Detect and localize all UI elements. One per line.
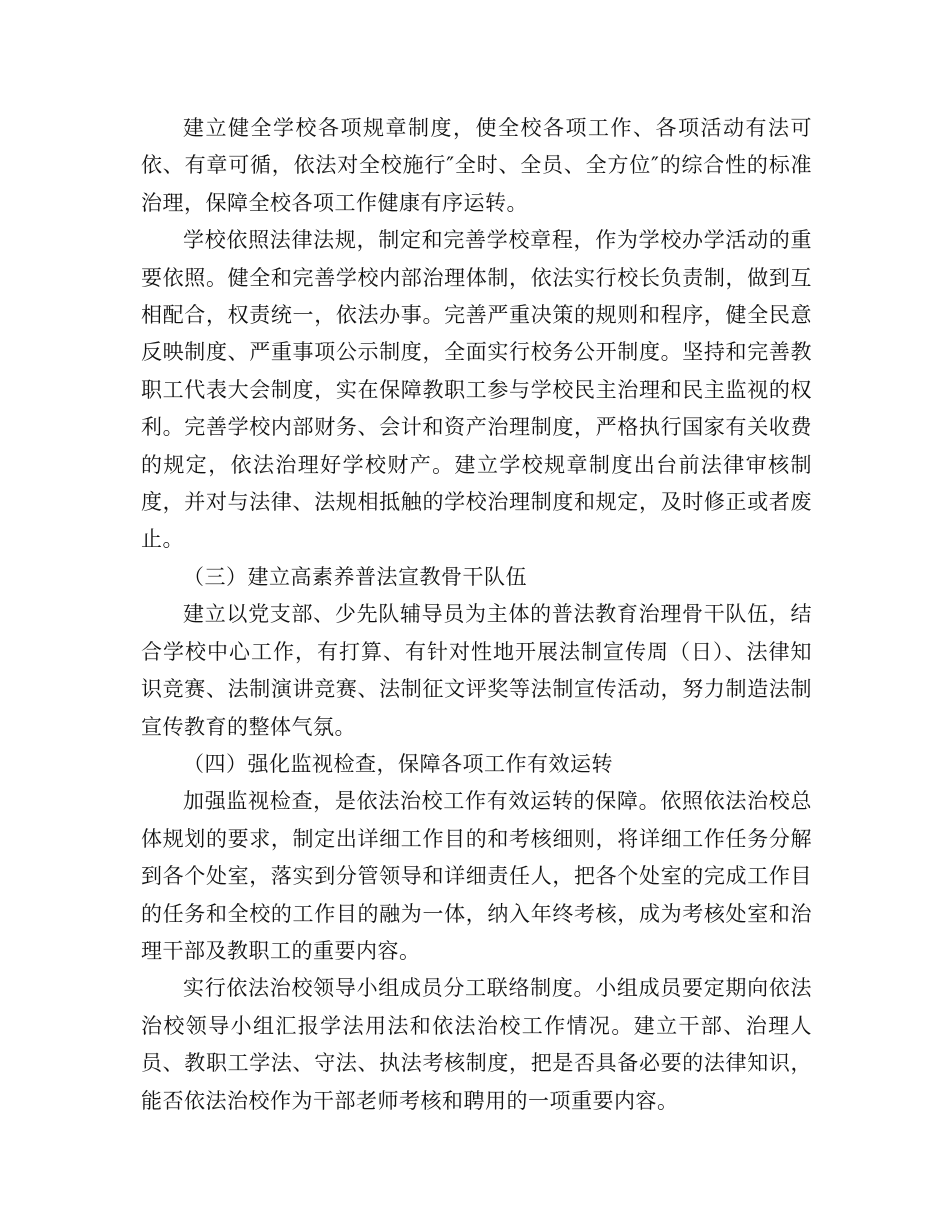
section-heading-4: （四）强化监视检查，保障各项工作有效运转 [183,751,613,776]
document-body [141,110,812,1120]
paragraph-school-charter: 学校依照法律法规，制定和完善学校章程，作为学校办学活动的重要依照。健全和完善学校内部治理体制，依法实行校长负责制，做到互相配合，权责统一，依法办事。完善严重决策的规则和程序，健全民意反映制度、严重事项公示制度，全面实行校务公开制度。坚持和完善教职工代表大会制度，实在保障教职工参与学校民主治理和民主监视的权利。完善学校内部财务、会计和资产治理制度，严格执行国家有关收费的规定，依法治理好学校财产。建立学校规章制度出台前法律审核制度，并对与法律、法规相抵触的学校治理制度和规定，及时修正或者废止。 [141,228,812,552]
paragraph-supervision: 加强监视检查，是依法治校工作有效运转的保障。依照依法治校总体规划的要求，制定出详细工作目的和考核细则，将详细工作任务分解到各个处室，落实到分管领导和详细责任人，把各个处室的完成工作目的任务和全校的工作目的融为一体，纳入年终考核，成为考核处室和治理干部及教职工的重要内容。 [141,789,812,963]
section-heading-3: （三）建立高素养普法宣教骨干队伍 [183,564,527,589]
paragraph-rules-system: 建立健全学校各项规章制度，使全校各项工作、各项活动有法可依、有章可循，依法对全校施行″全时、全员、全方位″的综合性的标准治理，保障全校各项工作健康有序运转。 [141,116,812,215]
paragraph-liaison-system: 实行依法治校领导小组成员分工联络制度。小组成员要定期向依法治校领导小组汇报学法用法和依法治校工作情况。建立干部、治理人员、教职工学法、守法、执法考核制度，把是否具备必要的法律知识，能否依法治校作为干部老师考核和聘用的一项重要内容。 [141,976,812,1113]
paragraph-legal-team: 建立以党支部、少先队辅导员为主体的普法教育治理骨干队伍，结合学校中心工作，有打算、有针对性地开展法制宣传周（日）、法律知识竞赛、法制演讲竞赛、法制征文评奖等法制宣传活动，努力制造法制宣传教育的整体气氛。 [141,602,812,739]
